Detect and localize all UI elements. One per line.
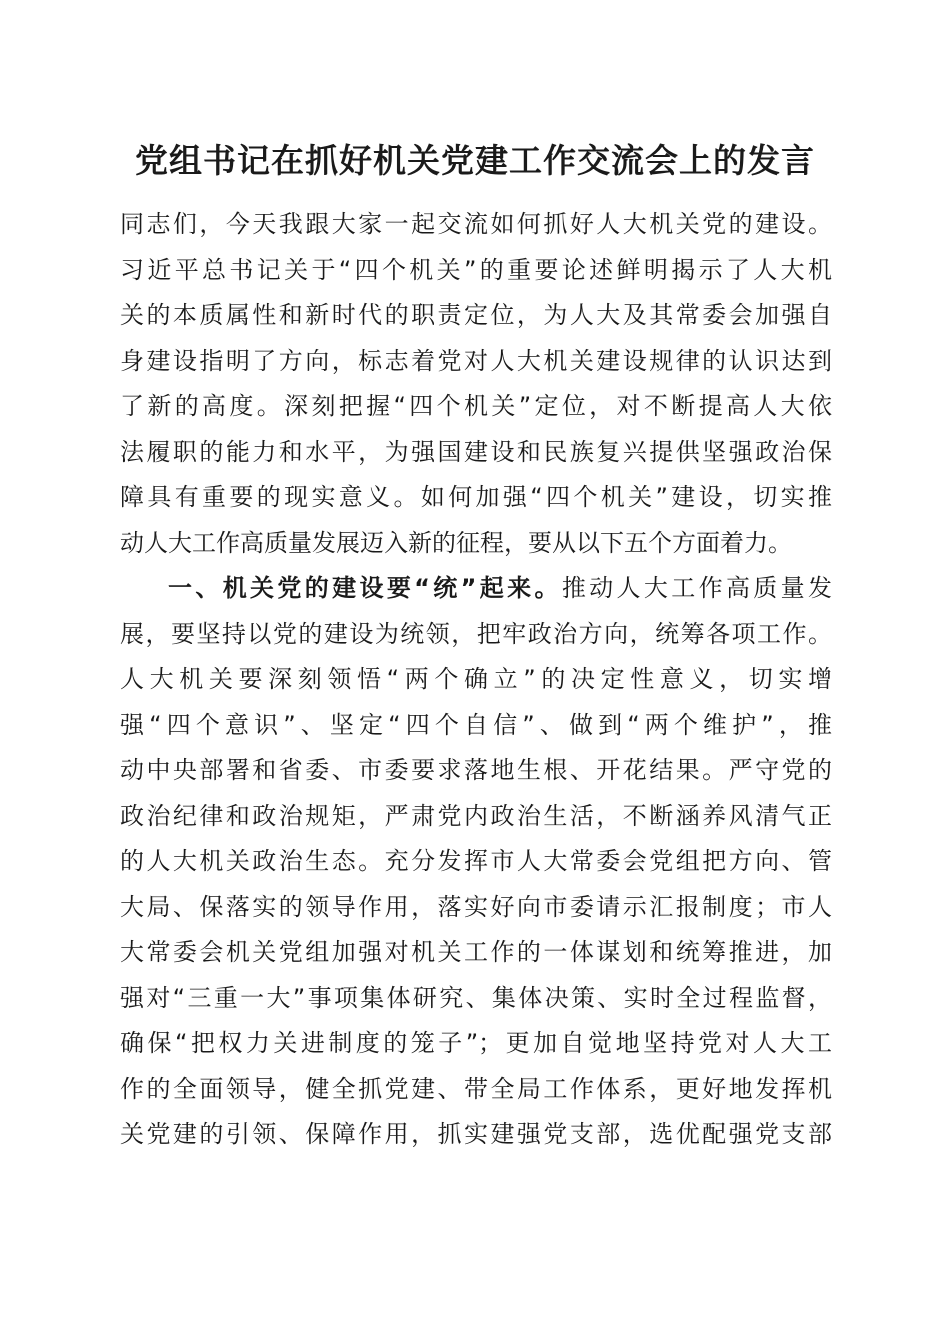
text-line: 政治纪律和政治规矩，严肃党内政治生活，不断涵养风清气正 [120,801,832,830]
paragraph-intro [120,202,832,566]
text-line: 确保“把权力关进制度的笼子”；更加自觉地坚持党对人大工 [120,1029,832,1057]
text-line: 习近平总书记关于“四个机关”的重要论述鲜明揭示了人大机 [120,255,832,284]
paragraph-section-1 [120,566,832,1158]
text-line: 关的本质属性和新时代的职责定位，为人大及其常委会加强自 [120,301,832,329]
text-line: 动中央部署和省委、市委要求落地生根、开花结果。严守党的 [120,756,832,784]
text-line: 人大机关要深刻领悟“两个确立”的决定性意义，切实增 [120,665,832,693]
text-line: 关党建的引领、保障作用，抓实建强党支部，选优配强党支部 [120,1120,832,1148]
text-line: 大局、保落实的领导作用，落实好向市委请示汇报制度；市人 [120,892,832,921]
text-line: 的人大机关政治生态。充分发挥市人大常委会党组把方向、管 [120,847,832,875]
text-line: 展，要坚持以党的建设为统领，把牢政治方向，统筹各项工作。 [120,619,832,648]
text-line: 同志们，今天我跟大家一起交流如何抓好人大机关党的建设。 [120,210,832,238]
text-line: 作的全面领导，健全抓党建、带全局工作体系，更好地发挥机 [120,1074,832,1103]
document-title: 党组书记在抓好机关党建工作交流会上的发言 [135,141,815,180]
document-body [120,202,832,1158]
text-line: 障具有重要的现实意义。如何加强“四个机关”建设，切实推 [120,483,832,511]
text-line: 强对“三重一大”事项集体研究、集体决策、实时全过程监督， [120,983,832,1012]
section-first-line-text: 推动人大工作高质量发 [561,574,833,602]
text-line: 了新的高度。深刻把握“四个机关”定位，对不断提高人大依 [120,392,832,420]
text-line: 身建设指明了方向，标志着党对人大机关建设规律的认识达到 [120,346,832,375]
text-line: 动人大工作高质量发展迈入新的征程，要从以下五个方面着力。 [120,528,792,557]
text-line: 强“四个意识”、坚定“四个自信”、做到“两个维护”，推 [120,710,832,739]
text-line: 大常委会机关党组加强对机关工作的一体谋划和统筹推进，加 [120,938,832,966]
section-heading: 一、机关党的建设要“统”起来。 [168,574,562,602]
text-line: 法履职的能力和水平，为强国建设和民族复兴提供坚强政治保 [120,437,832,466]
section-first-line [120,566,832,612]
